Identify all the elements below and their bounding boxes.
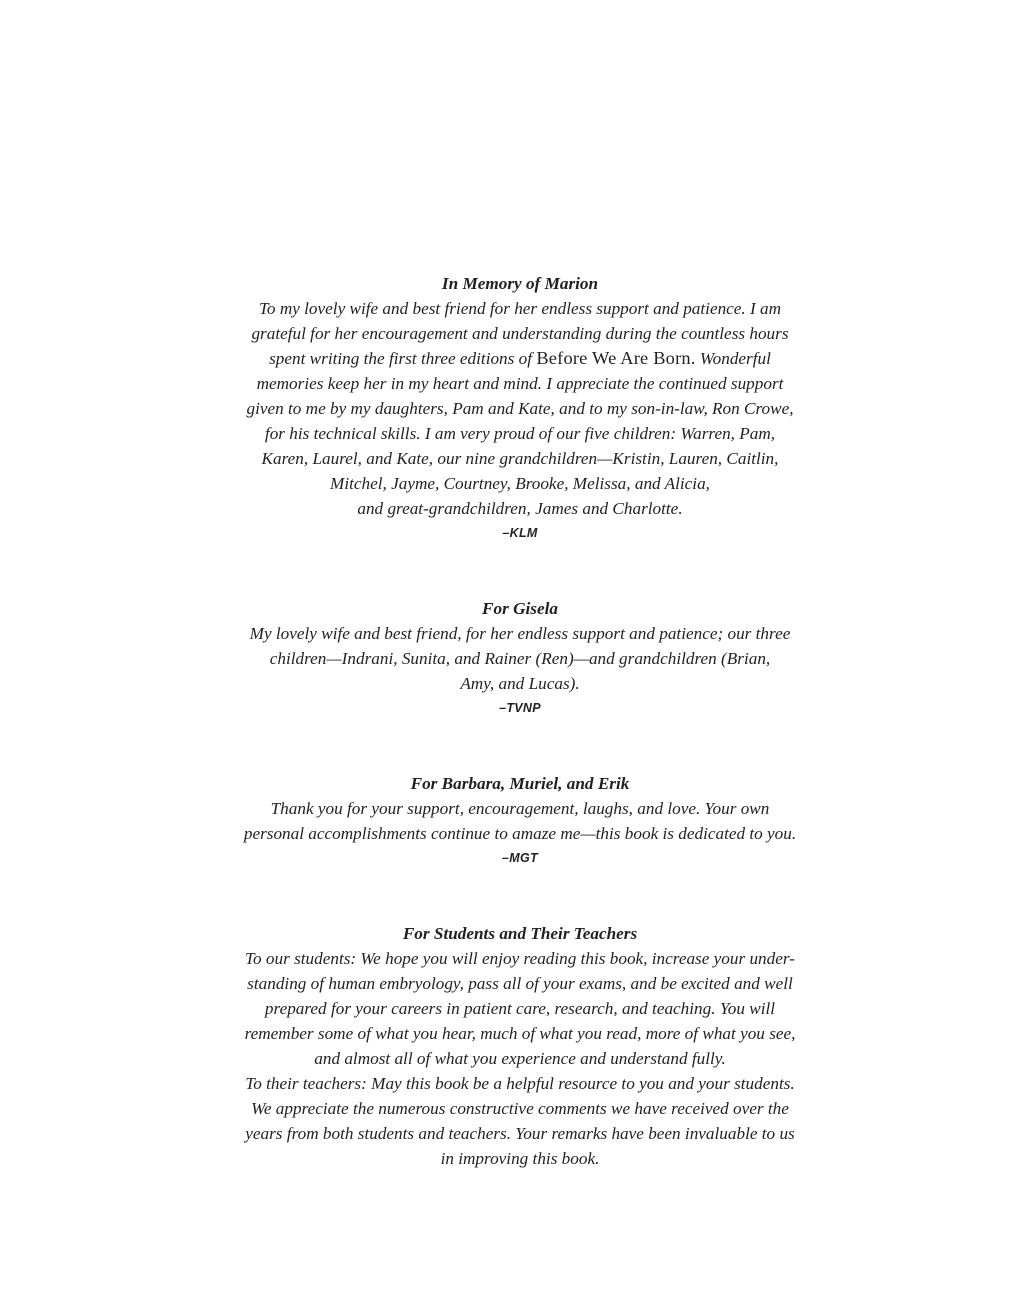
dedication-title: For Barbara, Muriel, and Erik: [410, 774, 630, 793]
dedication-barbara-muriel-erik: [222, 771, 818, 871]
dedication-line: To their teachers: May this book be a helpful resource to you and your students.: [245, 1074, 795, 1093]
dedication-title: In Memory of Marion: [441, 274, 599, 293]
dedication-body: [222, 621, 818, 696]
dedication-line: and almost all of what you experience and understand fully.: [314, 1049, 726, 1068]
dedication-line: We appreciate the numerous constructive comments we have received over the: [251, 1099, 789, 1118]
dedication-signature: –TVNP: [499, 701, 541, 715]
dedication-line: children—Indrani, Sunita, and Rainer (Ren)—and grandchildren (Brian,: [269, 649, 771, 668]
dedication-students-teachers: [222, 921, 818, 1171]
dedication-marion: [222, 271, 818, 546]
dedication-gisela: [222, 596, 818, 721]
book-title: Before We Are Born.: [536, 348, 696, 368]
dedication-line: Thank you for your support, encouragement, laughs, and love. Your own: [270, 799, 770, 818]
dedication-line-text: spent writing the first three editions of: [269, 349, 533, 368]
dedication-line: My lovely wife and best friend, for her endless support and patience; our three: [249, 624, 791, 643]
dedication-line-tail: Wonderful: [699, 349, 771, 368]
dedication-line: remember some of what you hear, much of what you read, more of what you see,: [244, 1024, 796, 1043]
dedication-line: standing of human embryology, pass all of your exams, and be excited and well: [247, 974, 793, 993]
dedication-body: [222, 296, 818, 521]
dedication-line: personal accomplishments continue to amaze me—this book is dedicated to you.: [243, 824, 797, 843]
dedication-title: For Students and Their Teachers: [402, 924, 638, 943]
dedication-line: To my lovely wife and best friend for her endless support and patience. I am: [258, 299, 782, 318]
dedication-line: To our students: We hope you will enjoy reading this book, increase your under-: [245, 949, 795, 968]
dedication-line-with-book-title: [222, 346, 818, 371]
dedication-line: and great-grandchildren, James and Charlotte.: [357, 499, 683, 518]
dedication-line: prepared for your careers in patient care, research, and teaching. You will: [264, 999, 776, 1018]
dedication-signature: –MGT: [502, 851, 538, 865]
dedication-body: [222, 796, 818, 846]
dedication-signature: –KLM: [502, 526, 538, 540]
dedication-line: in improving this book.: [440, 1149, 600, 1168]
dedication-body: [222, 946, 818, 1171]
dedication-line: grateful for her encouragement and understanding during the countless hours: [251, 324, 789, 343]
dedication-line: Mitchel, Jayme, Courtney, Brooke, Melissa, and Alicia,: [330, 474, 710, 493]
dedication-line: Amy, and Lucas).: [460, 674, 580, 693]
dedication-line: given to me by my daughters, Pam and Kate, and to my son-in-law, Ron Crowe,: [246, 399, 794, 418]
dedication-line: years from both students and teachers. Your remarks have been invaluable to us: [245, 1124, 795, 1143]
dedication-line: memories keep her in my heart and mind. I appreciate the continued support: [256, 374, 784, 393]
dedication-line: for his technical skills. I am very proud of our five children: Warren, Pam,: [264, 424, 776, 443]
dedication-title: For Gisela: [482, 599, 558, 618]
dedication-line: Karen, Laurel, and Kate, our nine grandchildren—Kristin, Lauren, Caitlin,: [261, 449, 779, 468]
